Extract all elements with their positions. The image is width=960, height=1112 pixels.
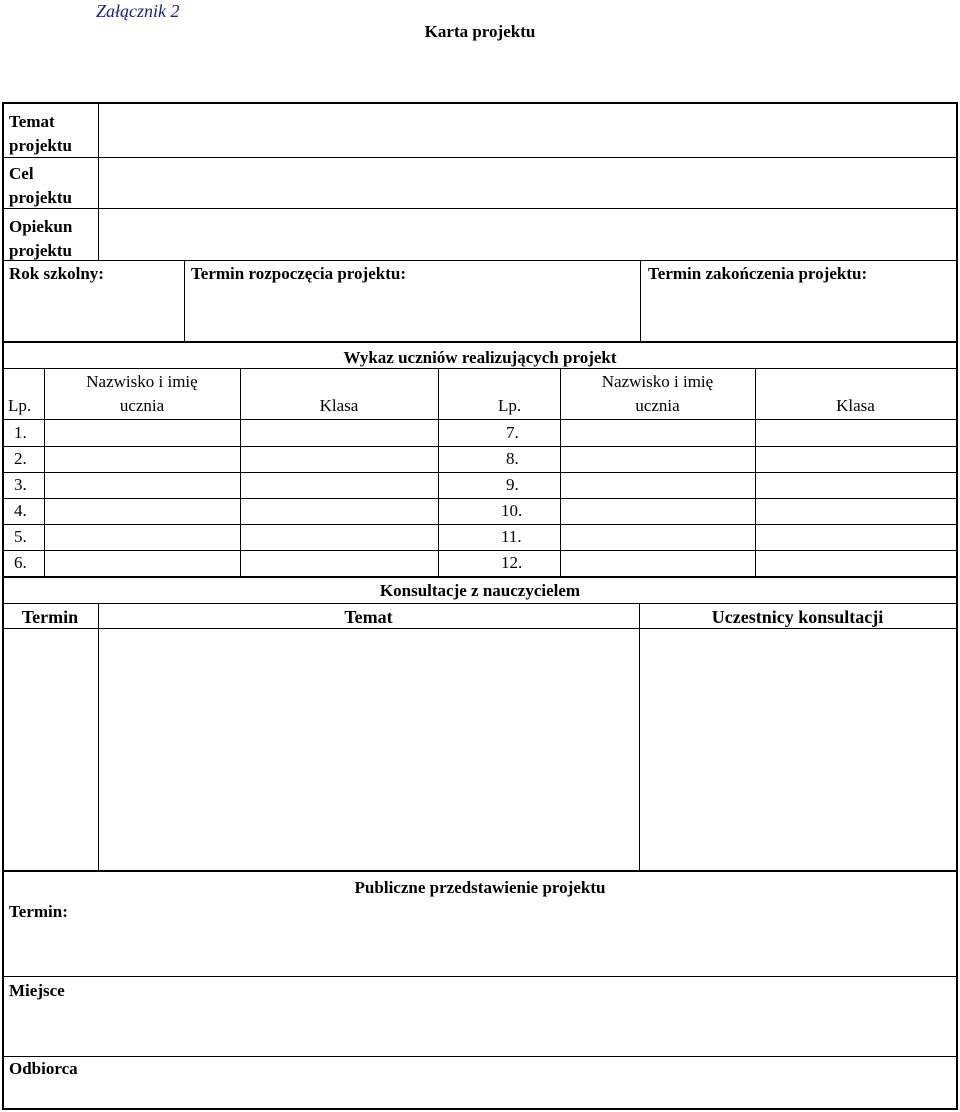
end-date-label: Termin zakończenia projektu: bbox=[648, 264, 868, 283]
row-number: 2. bbox=[14, 449, 27, 468]
students-title: Wykaz uczniów realizujących projekt bbox=[343, 348, 617, 367]
goal-field[interactable] bbox=[100, 159, 955, 207]
presentation-title: Publiczne przedstawienie projektu bbox=[354, 878, 606, 897]
consultation-topic-field[interactable] bbox=[100, 630, 638, 869]
row-number: 11. bbox=[501, 527, 522, 546]
supervisor-label: Opiekun projektu bbox=[9, 217, 73, 260]
row-number: 1. bbox=[14, 423, 27, 442]
row-number: 12. bbox=[501, 553, 523, 572]
presentation-place-field[interactable] bbox=[90, 978, 954, 1054]
consultation-participants-field[interactable] bbox=[641, 630, 955, 869]
col-name-left: Nazwisko i imię ucznia bbox=[86, 372, 198, 415]
col-name-right: Nazwisko i imię ucznia bbox=[601, 372, 714, 415]
col-lp-left: Lp. bbox=[8, 396, 32, 415]
presentation-date-label: Termin: bbox=[9, 902, 68, 921]
col-consultation-date: Termin bbox=[21, 607, 79, 627]
consultations-title: Konsultacje z nauczycielem bbox=[379, 581, 581, 600]
row-number: 9. bbox=[506, 475, 519, 494]
row-number: 3. bbox=[14, 475, 27, 494]
goal-label: Cel projektu bbox=[9, 164, 72, 207]
school-year-field[interactable] bbox=[4, 286, 182, 340]
supervisor-field[interactable] bbox=[100, 210, 955, 259]
col-class-right: Klasa bbox=[836, 396, 875, 415]
presentation-audience-field[interactable] bbox=[100, 1058, 954, 1107]
presentation-place-label: Miejsce bbox=[9, 981, 65, 1000]
row-number: 4. bbox=[14, 501, 27, 520]
row-number: 6. bbox=[14, 553, 27, 572]
col-class-left: Klasa bbox=[319, 396, 359, 415]
row-number: 8. bbox=[506, 449, 519, 468]
page-title: Karta projektu bbox=[424, 22, 536, 41]
col-consultation-topic: Temat bbox=[344, 607, 393, 627]
end-date-field[interactable] bbox=[642, 286, 954, 340]
school-year-label: Rok szkolny: bbox=[9, 264, 104, 283]
row-number: 10. bbox=[501, 501, 523, 520]
start-date-label: Termin rozpoczęcia projektu: bbox=[191, 264, 406, 283]
annex-label: Załącznik 2 bbox=[96, 1, 180, 21]
col-lp-right: Lp. bbox=[498, 396, 522, 415]
topic-label: Temat projektu bbox=[9, 112, 72, 155]
consultation-date-field[interactable] bbox=[4, 630, 97, 869]
row-number: 5. bbox=[14, 527, 27, 546]
row-number: 7. bbox=[506, 423, 519, 442]
presentation-audience-label: Odbiorca bbox=[9, 1059, 78, 1078]
start-date-field[interactable] bbox=[186, 286, 638, 340]
topic-field[interactable] bbox=[100, 104, 955, 156]
presentation-date-field[interactable] bbox=[90, 900, 954, 974]
col-consultation-participants: Uczestnicy konsultacji bbox=[711, 607, 884, 627]
